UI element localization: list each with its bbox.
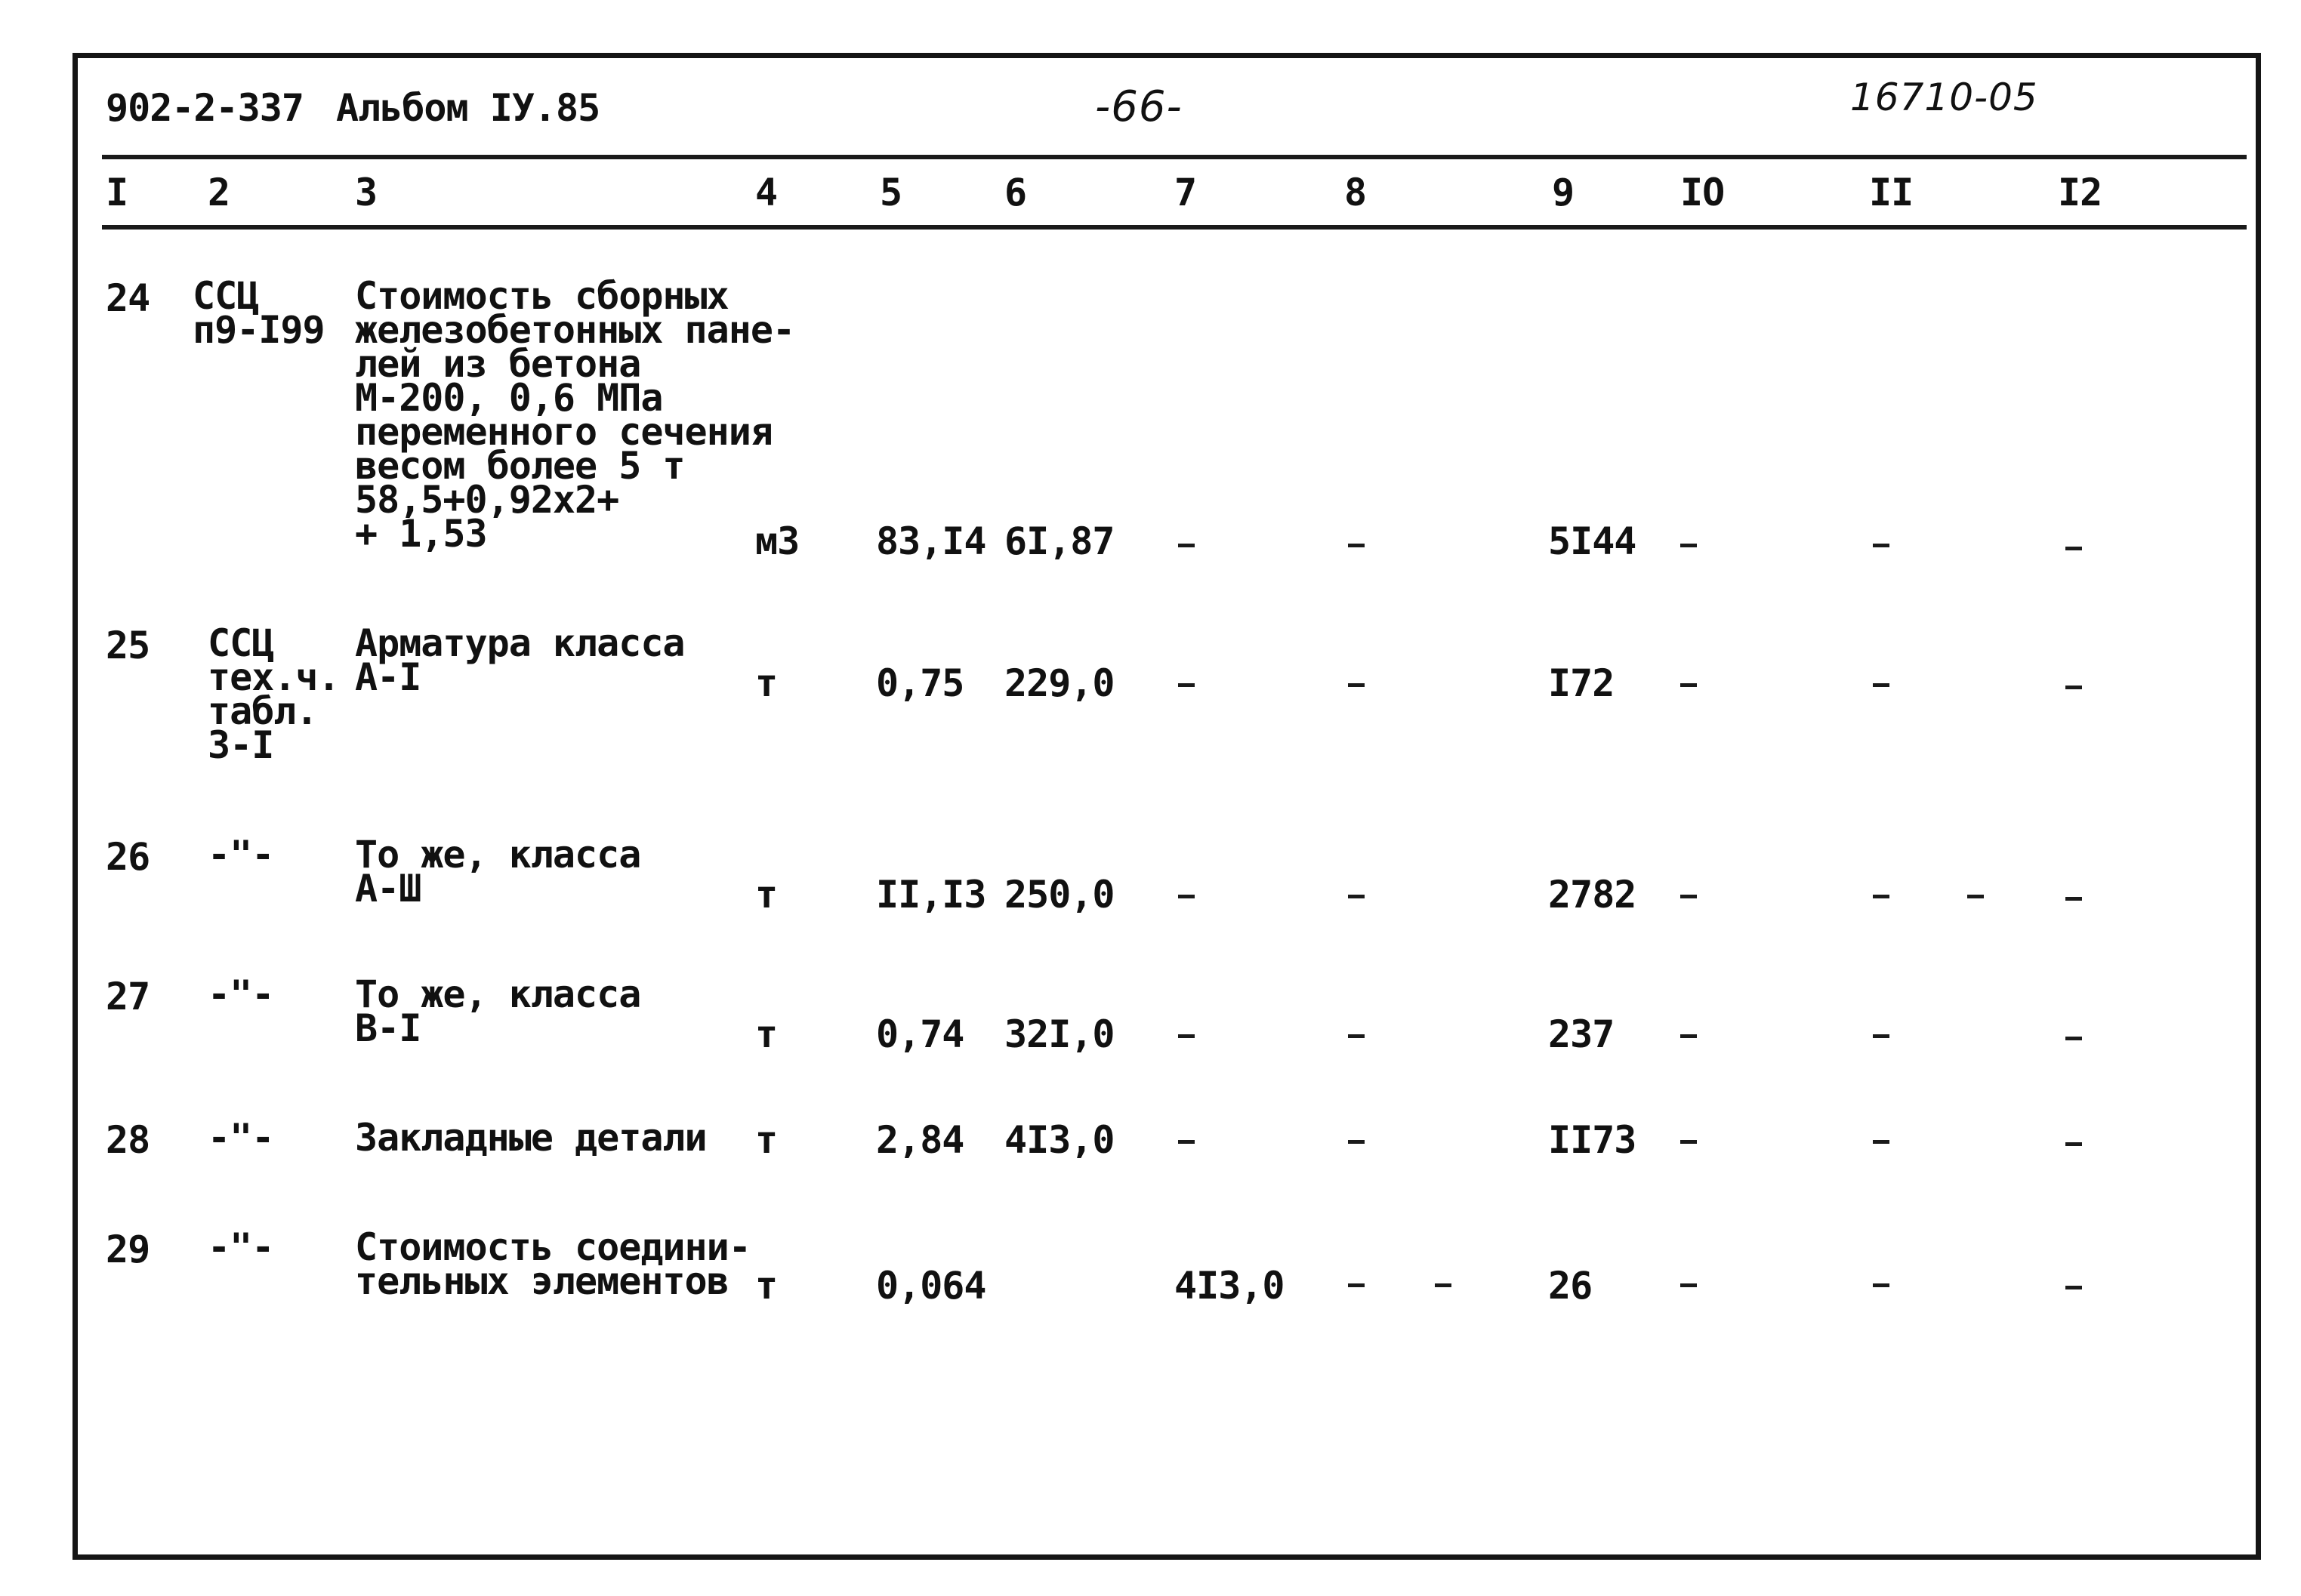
row-total: 2782 — [1548, 873, 1636, 917]
row-quantity: 2,84 — [876, 1118, 964, 1162]
empty-cell-dash — [1680, 1140, 1697, 1144]
empty-cell-dash — [1348, 683, 1365, 687]
row-number: 29 — [106, 1228, 150, 1271]
row-unit-price: 32I,0 — [1004, 1012, 1115, 1056]
row-unit-price: 6I,87 — [1004, 519, 1115, 563]
row-quantity: 0,75 — [876, 661, 964, 705]
empty-cell-dash — [1680, 895, 1697, 898]
empty-cell-dash — [1873, 683, 1889, 687]
column-header: 9 — [1552, 171, 1575, 214]
empty-cell-dash — [1967, 895, 1984, 898]
row-quantity: 0,064 — [876, 1264, 986, 1308]
row-description: Арматура класса А-I — [355, 621, 685, 699]
row-code: ССЦ тех.ч. табл. 3-I — [208, 621, 340, 767]
stamp-number: 16710-05 — [1850, 75, 2038, 119]
row-total: I72 — [1548, 661, 1615, 705]
row-quantity: II,I3 — [876, 873, 986, 917]
row-unit: м3 — [755, 519, 800, 563]
empty-cell-dash — [1348, 1034, 1365, 1038]
row-unit: т — [755, 1012, 778, 1056]
row-total: 237 — [1548, 1012, 1615, 1056]
empty-cell-dash — [2065, 1037, 2082, 1040]
empty-cell-dash — [1178, 544, 1195, 547]
empty-cell-dash — [1178, 895, 1195, 898]
row-number: 28 — [106, 1118, 150, 1162]
column-header: 4 — [755, 171, 778, 214]
row-description: То же, класса А-Ш — [355, 833, 641, 910]
column-header: 6 — [1004, 171, 1027, 214]
row-code: -"- — [208, 1225, 274, 1269]
row-number: 24 — [106, 276, 150, 320]
doc-code: 902-2-337 — [106, 86, 304, 130]
row-number: 25 — [106, 624, 150, 667]
row-total: II73 — [1548, 1118, 1636, 1162]
row-description: Стоимость сборных железобетонных пане- лей из бетона М-200, 0,6 МПа переменного сечения весом более 5 т 58,5+0,92х2+ + 1,53 — [355, 274, 795, 556]
empty-cell-dash — [1873, 544, 1889, 547]
empty-cell-dash — [2065, 686, 2082, 689]
empty-cell-dash — [1873, 1140, 1889, 1144]
row-unit: т — [755, 1264, 778, 1308]
empty-cell-dash — [1348, 1140, 1365, 1144]
column-header: 8 — [1344, 171, 1367, 214]
row-description: Стоимость соедини- тельных элементов — [355, 1225, 751, 1303]
row-unit-price: 229,0 — [1004, 661, 1115, 705]
empty-cell-dash — [1873, 1283, 1889, 1287]
row-number: 26 — [106, 835, 150, 879]
column-header: IO — [1680, 171, 1725, 214]
empty-cell-dash — [2065, 1142, 2082, 1146]
row-quantity: 83,I4 — [876, 519, 986, 563]
column-header: I — [106, 171, 128, 214]
row-unit-price: 4I3,0 — [1004, 1118, 1115, 1162]
empty-cell-dash — [1873, 1034, 1889, 1038]
album-label: Альбом IУ.85 — [336, 86, 600, 130]
row-unit: т — [755, 1118, 778, 1162]
empty-cell-dash — [2065, 897, 2082, 901]
row-total: 26 — [1548, 1264, 1593, 1308]
empty-cell-dash — [1873, 895, 1889, 898]
row-code: -"- — [208, 972, 274, 1016]
empty-cell-dash — [2065, 1286, 2082, 1289]
column-header: 3 — [355, 171, 378, 214]
header-rule-bottom — [102, 225, 2247, 230]
empty-cell-dash — [2065, 547, 2082, 550]
row-description: Закладные детали — [355, 1116, 707, 1160]
empty-cell-dash — [1680, 544, 1697, 547]
row-number: 27 — [106, 975, 150, 1018]
empty-cell-dash — [1680, 1283, 1697, 1287]
empty-cell-dash — [1178, 1034, 1195, 1038]
empty-cell-dash — [1348, 544, 1365, 547]
column-header: I2 — [2058, 171, 2102, 214]
empty-cell-dash — [1435, 1283, 1451, 1287]
empty-cell-dash — [1348, 1283, 1365, 1287]
row-unit-price: 250,0 — [1004, 873, 1115, 917]
header-rule-top — [102, 155, 2247, 159]
row-code: -"- — [208, 833, 274, 877]
page-number: -66- — [1095, 82, 1183, 131]
row-quantity: 0,74 — [876, 1012, 964, 1056]
empty-cell-dash — [1348, 895, 1365, 898]
empty-cell-dash — [1178, 1140, 1195, 1144]
row-code: ССЦ п9-I99 — [193, 274, 325, 352]
row-code: -"- — [208, 1116, 274, 1160]
row-total: 5I44 — [1548, 519, 1636, 563]
empty-cell-dash — [1680, 683, 1697, 687]
row-unit: т — [755, 661, 778, 705]
row-unit: т — [755, 873, 778, 917]
column-header: 7 — [1174, 171, 1197, 214]
column-header: II — [1869, 171, 1914, 214]
column-header: 2 — [208, 171, 230, 214]
empty-cell-dash — [1680, 1034, 1697, 1038]
column-header: 5 — [880, 171, 902, 214]
row-description: То же, класса В-I — [355, 972, 641, 1050]
empty-cell-dash — [1178, 683, 1195, 687]
row-col7: 4I3,0 — [1174, 1264, 1285, 1308]
